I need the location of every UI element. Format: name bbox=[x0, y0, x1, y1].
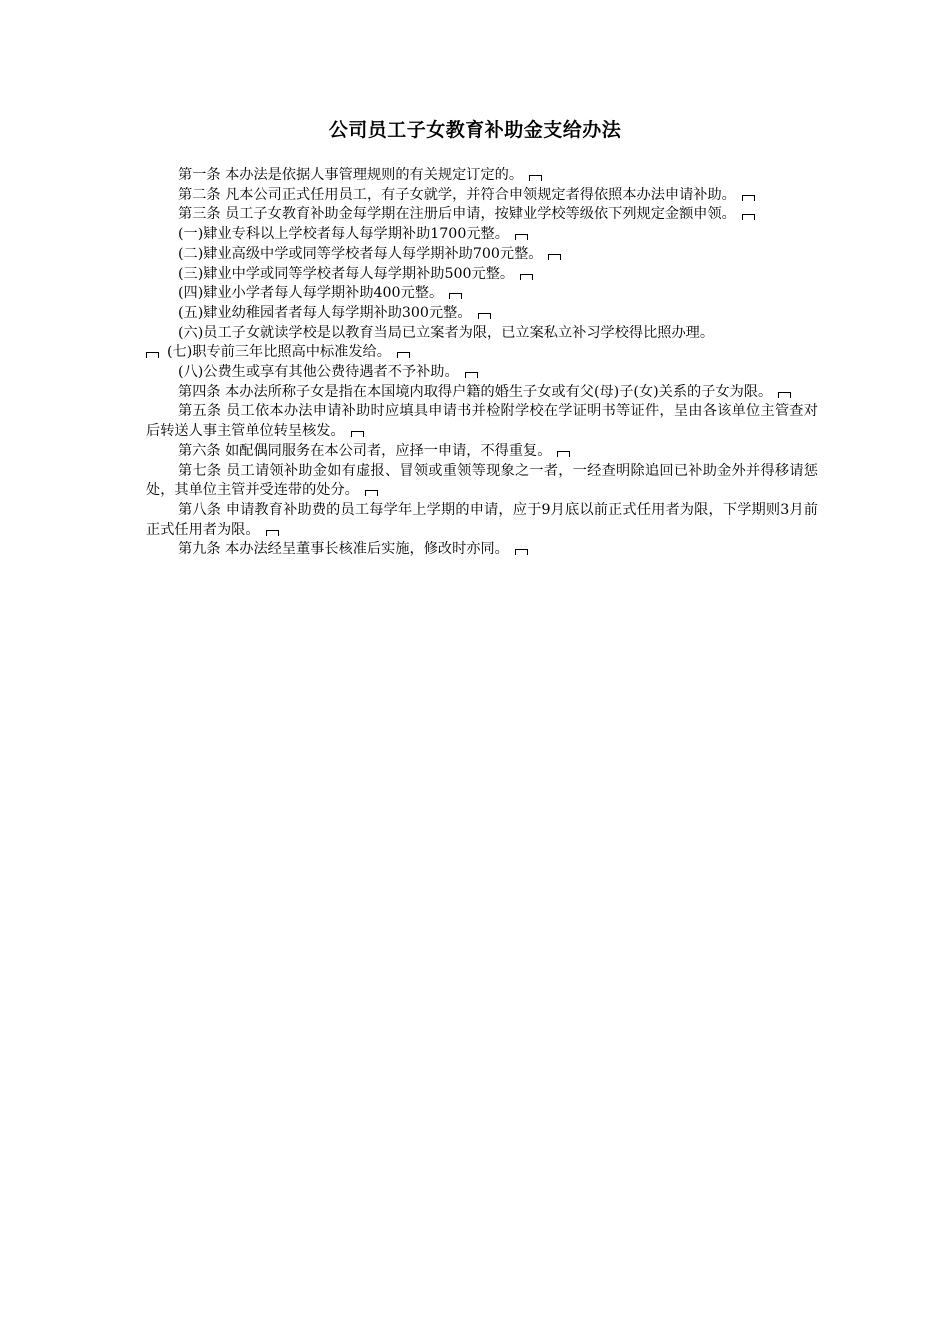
paragraph-text: 第九条 本办法经呈董事长核准后实施，修改时亦同。 bbox=[178, 541, 509, 558]
paragraph-text: (四)肄业小学者每人每学期补助400元整。 bbox=[178, 285, 444, 302]
paragraph-mark-icon bbox=[778, 392, 791, 398]
paragraph-text: (二)肄业高级中学或同等学校者每人每学期补助700元整。 bbox=[178, 245, 543, 262]
paragraph-mark-icon bbox=[478, 313, 491, 319]
paragraph-text: 第二条 凡本公司正式任用员工，有子女就学，并符合申领规定者得依照本办法申请补助。 bbox=[178, 186, 736, 203]
paragraph-mark-icon bbox=[557, 451, 570, 457]
paragraph-text: 第七条 员工请领补助金如有虚报、冒领或重领等现象之一者，一经查明除追回已补助金外并得移请惩处，其单位主管并受连带的处分。 bbox=[146, 462, 818, 499]
paragraph-item-7 bbox=[146, 343, 818, 363]
paragraph-article-2 bbox=[146, 186, 818, 206]
paragraph-article-9 bbox=[146, 540, 818, 560]
paragraph-text: 第六条 如配偶同服务在本公司者，应择一申请，不得重复。 bbox=[178, 442, 552, 459]
paragraph-mark-icon bbox=[266, 530, 279, 536]
paragraph-mark-icon bbox=[742, 195, 755, 201]
document-body bbox=[146, 166, 818, 560]
paragraph-mark-icon bbox=[365, 490, 378, 496]
paragraph-item-2 bbox=[146, 245, 818, 265]
paragraph-text: (八)公费生或享有其他公费待遇者不予补助。 bbox=[178, 364, 459, 381]
paragraph-article-3 bbox=[146, 205, 818, 225]
paragraph-mark-icon bbox=[742, 214, 755, 220]
paragraph-mark-icon bbox=[146, 352, 159, 358]
paragraph-mark-icon bbox=[397, 352, 410, 358]
paragraph-text: 第五条 员工依本办法申请补助时应填具申请书并检附学校在学证明书等证件，呈由各该单位主管查对后转送人事主管单位转呈核发。 bbox=[146, 403, 818, 440]
paragraph-mark-icon bbox=[548, 254, 561, 260]
paragraph-text: 第一条 本办法是依据人事管理规则的有关规定订定的。 bbox=[178, 167, 524, 183]
paragraph-article-8 bbox=[146, 501, 818, 540]
paragraph-item-3 bbox=[146, 265, 818, 285]
paragraph-mark-icon bbox=[520, 274, 533, 280]
paragraph-mark-icon bbox=[351, 431, 364, 437]
paragraph-text: (六)员工子女就读学校是以教育当局已立案者为限，已立案私立补习学校得比照办理。 bbox=[178, 324, 715, 341]
paragraph-mark-icon bbox=[529, 175, 542, 181]
paragraph-article-1 bbox=[146, 166, 818, 186]
paragraph-item-6 bbox=[146, 324, 818, 344]
paragraph-text: (五)肄业幼稚园者者每人每学期补助300元整。 bbox=[178, 304, 472, 321]
paragraph-mark-icon bbox=[465, 372, 478, 378]
paragraph-text: (三)肄业中学或同等学校者每人每学期补助500元整。 bbox=[178, 265, 515, 282]
paragraph-item-5 bbox=[146, 304, 818, 324]
paragraph-text: (七)职专前三年比照高中标准发给。 bbox=[167, 344, 391, 361]
paragraph-article-4 bbox=[146, 383, 818, 403]
paragraph-text: 第三条 员工子女教育补助金每学期在注册后申请，按肄业学校等级依下列规定金额申领。 bbox=[178, 206, 736, 223]
paragraph-text: 第八条 申请教育补助费的员工每学年上学期的申请，应于9月底以前正式任用者为限，下学期则3月前正式任用者为限。 bbox=[146, 501, 818, 538]
paragraph-mark-icon bbox=[515, 234, 528, 240]
paragraph-item-4 bbox=[146, 284, 818, 304]
paragraph-item-1 bbox=[146, 225, 818, 245]
paragraph-article-7 bbox=[146, 462, 818, 501]
paragraph-item-8 bbox=[146, 363, 818, 383]
document-title: 公司员工子女教育补助金支给办法 bbox=[328, 119, 622, 141]
paragraph-article-5 bbox=[146, 402, 818, 441]
paragraph-mark-icon bbox=[515, 549, 528, 555]
paragraph-article-6 bbox=[146, 442, 818, 462]
paragraph-text: 第四条 本办法所称子女是指在本国境内取得户籍的婚生子女或有父(母)子(女)关系的子女为限。 bbox=[178, 383, 773, 400]
paragraph-text: (一)肄业专科以上学校者每人每学期补助1700元整。 bbox=[178, 226, 509, 243]
paragraph-mark-icon bbox=[449, 293, 462, 299]
